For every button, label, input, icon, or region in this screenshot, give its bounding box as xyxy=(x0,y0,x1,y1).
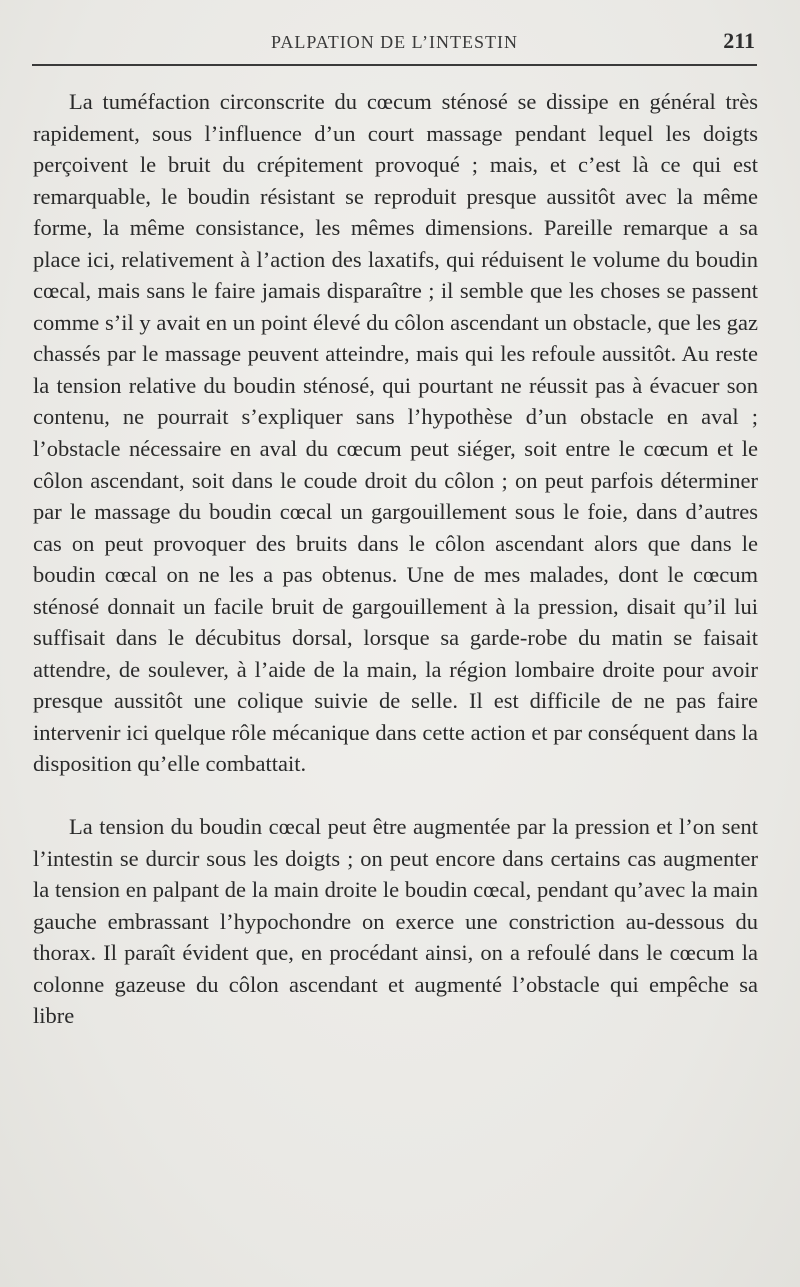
running-title: PALPATION DE L’INTESTIN xyxy=(270,32,518,52)
paragraph: La tension du boudin cœcal peut être augmentée par la pression et l’on sent l’intestin se durcir sous les doigts ; on peut encore dans certains cas augmenter la tension en palpant de la main droite le boudin cœcal, pendant qu’avec la main gauche embrassant l’hypochondre on exerce une constriction au-dessous du thorax. Il paraît évident que, en procédant ainsi, on a refoulé dans le cœcum la colonne gazeuse du côlon ascendant et augmenté l’obstacle qui empêche sa libre xyxy=(33,814,758,1029)
page-header xyxy=(32,24,757,66)
body-text xyxy=(33,86,758,1032)
page-number: 211 xyxy=(723,28,755,53)
paragraph: La tuméfaction circonscrite du cœcum sténosé se dissipe en général très rapidement, sous l’influence d’un court massage pendant lequel les doigts perçoivent le bruit du crépitement provoqué ; mais, et c’est là ce qui est remarquable, le boudin résistant se reproduit presque aussitôt avec la même forme, la même consistance, les mêmes dimensions. Pareille remarque a sa place ici, relativement à l’action des laxatifs, qui réduisent le volume du boudin cœcal, mais sans le faire jamais disparaître ; il semble que les choses se passent comme s’il y avait en un point élevé du côlon ascendant un obstacle, que les gaz chassés par le massage peuvent atteindre, mais qui les refoule aussitôt. Au reste la tension relative du boudin sténosé, qui pourtant ne réussit pas à évacuer son contenu, ne pourrait s’expliquer sans l’hypothèse d’un obstacle en aval ; l’obstacle nécessaire en aval du cœcum peut siéger, soit entre le cœcum et le côlon ascendant, soit dans le coude droit du côlon ; on peut parfois déterminer par le massage du boudin cœcal un gargouillement sous le foie, dans d’autres cas on peut provoquer des bruits dans le côlon ascendant alors que dans le boudin cœcal on ne les a pas obtenus. Une de mes malades, dont le cœcum sténosé donnait un facile bruit de gargouillement à la pression, disait qu’il lui suffisait dans le décubitus dorsal, lorsque sa garde-robe du matin se faisait attendre, de soulever, à l’aide de la main, la région lombaire droite pour avoir presque aussitôt une colique suivie de selle. Il est difficile de ne pas faire intervenir ici quelque rôle mécanique dans cette action et par conséquent dans la disposition qu’elle combattait. xyxy=(33,89,758,777)
